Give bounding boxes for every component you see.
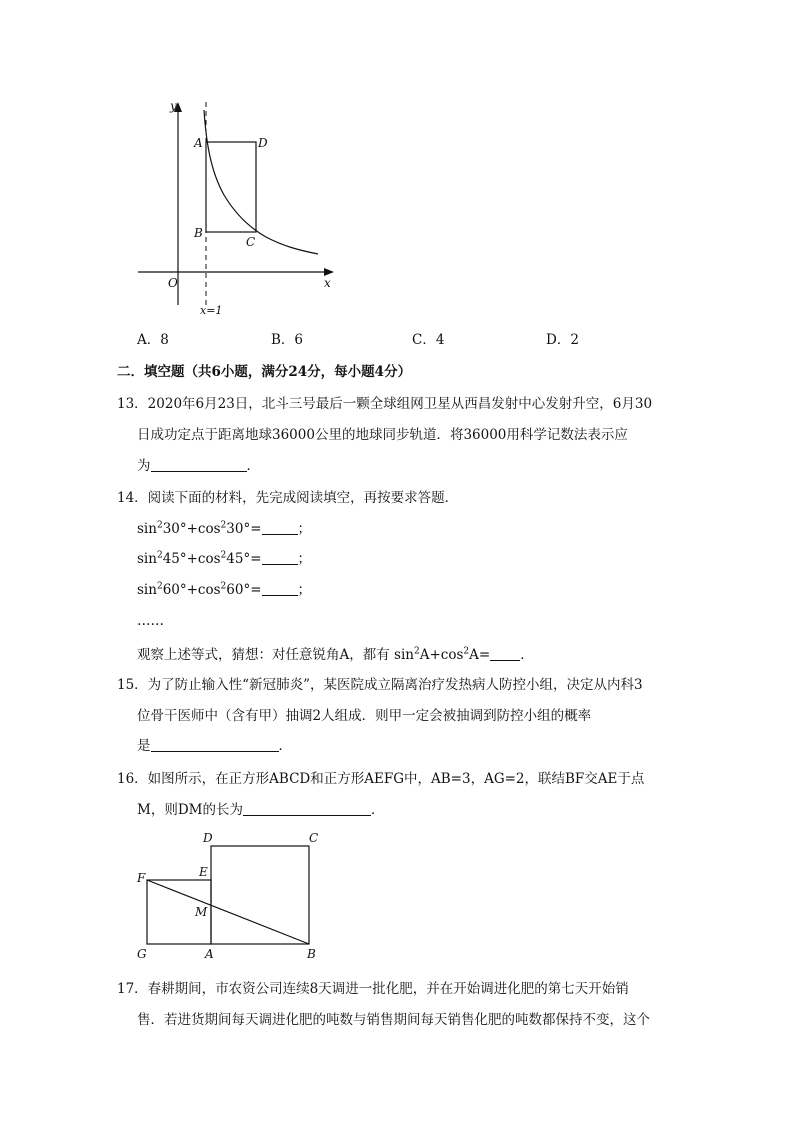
q14-intro: 14．阅读下面的材料，先完成阅读填空，再按要求答题． — [117, 490, 459, 506]
q15-line2: 位骨干医师中（含有甲）抽调2人组成．则甲一定会被抽调到防控小组的概率 — [137, 708, 592, 724]
choice-a: A．8 — [137, 332, 169, 348]
q14-eq1: $\sin^230^\circ+\cos^230^\circ=$ ； — [137, 520, 312, 537]
label-a: A — [194, 136, 203, 150]
label-e2: E — [199, 865, 208, 879]
rectangle-abcd — [206, 142, 256, 232]
label-c2: C — [309, 831, 319, 845]
q14-conclusion-blank[interactable] — [490, 646, 520, 661]
q13-line1: 13．2020年6月23日，北斗三号最后一颗全球组网卫星从西昌发射中心发射升空，6月30 — [117, 396, 653, 412]
label-g2: G — [137, 947, 147, 961]
q14-eq2: $\sin^245^\circ+\cos^245^\circ=$ ； — [137, 550, 312, 567]
hyperbola-figure — [138, 100, 338, 322]
q16-line2: M，则DM的长为 ． — [137, 802, 385, 818]
q14-eq3-blank[interactable] — [262, 581, 298, 596]
q14-conclusion: 观察上述等式，猜想：对任意锐角A，都有 $\sin^2A+\cos^2A=$ ． — [137, 646, 534, 663]
label-b2: B — [307, 947, 316, 961]
q14-eq2-blank[interactable] — [262, 550, 298, 565]
q14-eq1-blank[interactable] — [262, 520, 298, 535]
label-m2: M — [195, 905, 208, 919]
x-axis-arrow — [324, 268, 334, 276]
choice-d: D．2 — [546, 332, 579, 348]
q17-line1: 17．春耕期间，市农资公司连续8天调进一批化肥，并在开始调进化肥的第七天开始销 — [117, 981, 629, 997]
q16-answer-blank[interactable] — [243, 801, 371, 816]
squares-figure — [135, 826, 335, 966]
q13-line3: 为 ． — [137, 458, 260, 474]
label-x-eq-1: x=1 — [200, 304, 223, 317]
q16-line1: 16．如图所示，在正方形ABCD和正方形AEFG中，AB=3，AG=2，联结BF交AE于点 — [117, 771, 645, 787]
q15-line3: 是 ． — [137, 738, 292, 754]
label-c: C — [246, 235, 256, 249]
label-f2: F — [137, 871, 146, 885]
label-a2: A — [205, 947, 214, 961]
label-d: D — [258, 136, 268, 150]
square-abcd — [211, 846, 309, 944]
q13-answer-blank[interactable] — [151, 457, 247, 472]
label-b: B — [194, 226, 203, 240]
q14-ellipsis: …… — [137, 613, 164, 629]
q13-line2: 日成功定点于距离地球36000公里的地球同步轨道．将36000用科学记数法表示应 — [137, 427, 628, 443]
choice-b: B．6 — [271, 332, 304, 348]
q17-line2: 售．若进货期间每天调进化肥的吨数与销售期间每天销售化肥的吨数都保持不变，这个 — [137, 1012, 650, 1028]
q15-line1: 15．为了防止输入性“新冠肺炎”，某医院成立隔离治疗发热病人防控小组，决定从内科3 — [117, 677, 643, 693]
choice-c: C．4 — [412, 332, 445, 348]
section-title: 二．填空题（共6小题，满分24分，每小题4分） — [117, 364, 412, 380]
label-d2: D — [203, 831, 213, 845]
label-o: O — [168, 276, 178, 290]
label-y: y — [170, 100, 177, 113]
segment-bf — [147, 880, 309, 944]
label-x: x — [324, 276, 331, 290]
q15-answer-blank[interactable] — [151, 737, 279, 752]
q14-eq3: $\sin^260^\circ+\cos^260^\circ=$ ； — [137, 581, 312, 598]
